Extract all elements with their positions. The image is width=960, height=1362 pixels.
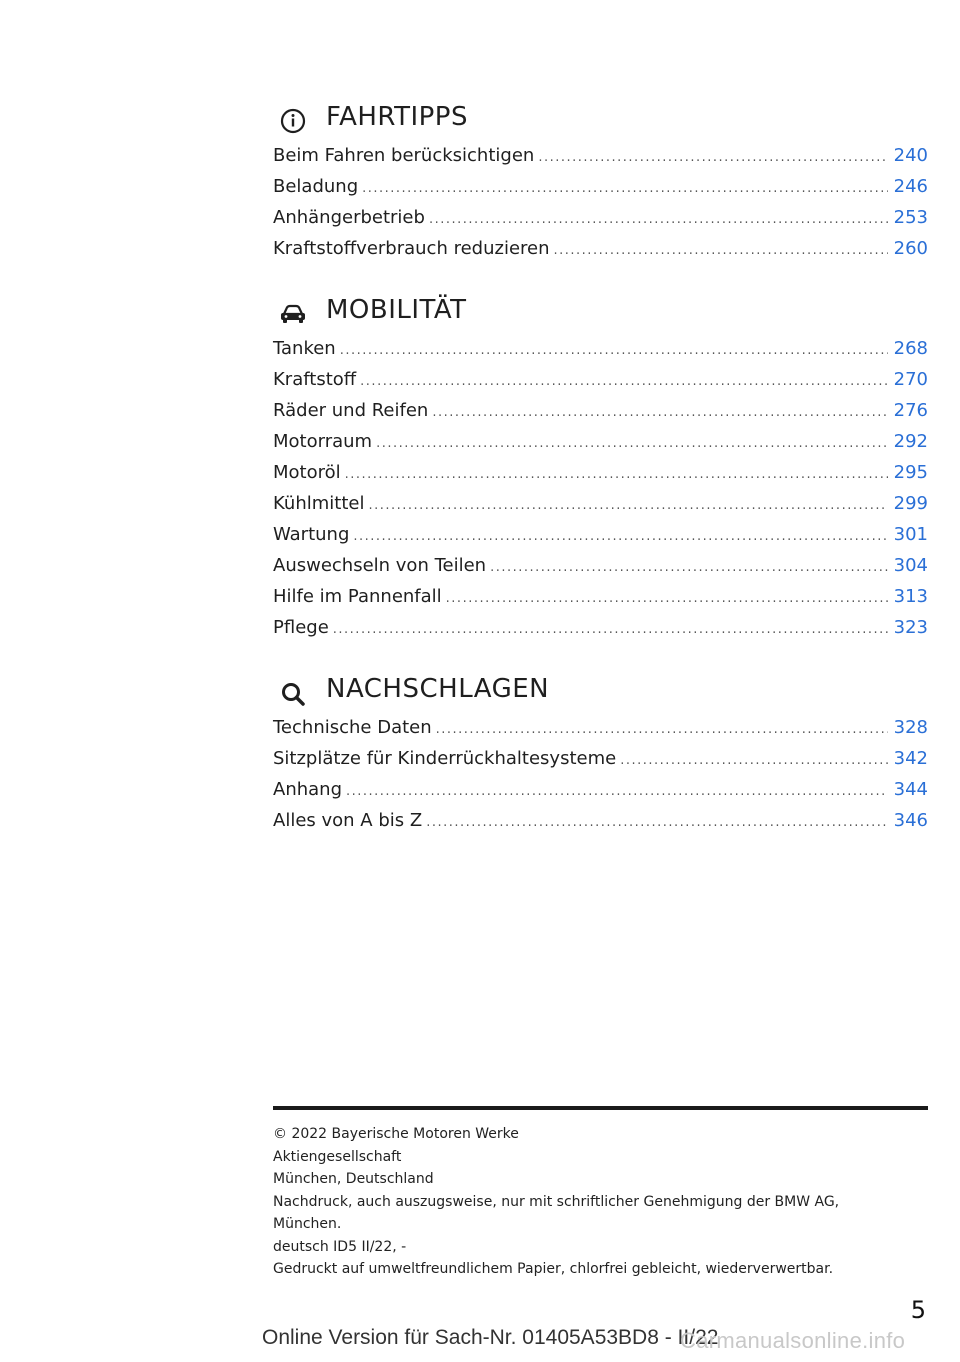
dot-leader bbox=[368, 491, 887, 521]
toc-entry-page[interactable]: 304 bbox=[893, 555, 928, 576]
toc-entry-label: Räder und Reifen bbox=[273, 400, 429, 421]
section-title: MOBILITÄT bbox=[326, 295, 467, 325]
toc-entry-label: Beim Fahren berücksichtigen bbox=[273, 145, 535, 166]
toc-entry-label: Anhängerbetrieb bbox=[273, 207, 425, 228]
toc-entry-label: Motorraum bbox=[273, 431, 373, 452]
dot-leader bbox=[360, 367, 887, 397]
search-icon bbox=[278, 676, 308, 706]
toc-entry-label: Kraftstoffverbrauch reduzieren bbox=[273, 238, 550, 259]
toc-entry[interactable] bbox=[273, 396, 928, 426]
toc-entry-label: Kühlmittel bbox=[273, 493, 365, 514]
toc-entry[interactable] bbox=[273, 172, 928, 202]
dot-leader bbox=[429, 205, 888, 235]
dot-leader bbox=[333, 615, 888, 645]
toc-entry-page[interactable]: 323 bbox=[893, 617, 928, 638]
section-fahrtipps bbox=[273, 100, 928, 259]
toc-entry-page[interactable]: 299 bbox=[893, 493, 928, 514]
toc-entry[interactable] bbox=[273, 427, 928, 457]
imprint-line: © 2022 Bayerische Motoren Werke bbox=[273, 1126, 519, 1142]
toc-entry[interactable] bbox=[273, 365, 928, 395]
toc-entry-label: Alles von A bis Z bbox=[273, 810, 423, 831]
toc-entry-label: Auswechseln von Teilen bbox=[273, 555, 487, 576]
toc-entry-label: Kraftstoff bbox=[273, 369, 357, 390]
toc-entry[interactable] bbox=[273, 334, 928, 364]
dot-leader bbox=[353, 522, 887, 552]
section-title: FAHRTIPPS bbox=[326, 102, 468, 132]
car-icon bbox=[278, 297, 308, 327]
toc-entry-label: Sitzplätze für Kinderrückhaltesysteme bbox=[273, 748, 617, 769]
toc-entry-page[interactable]: 342 bbox=[893, 748, 928, 769]
toc-entry-page[interactable]: 295 bbox=[893, 462, 928, 483]
toc-entry-page[interactable]: 344 bbox=[893, 779, 928, 800]
toc-entry[interactable] bbox=[273, 141, 928, 171]
imprint-line: München. bbox=[273, 1216, 342, 1232]
toc-entry[interactable] bbox=[273, 520, 928, 550]
imprint-line: Aktiengesellschaft bbox=[273, 1148, 402, 1165]
site-watermark: Carmanualsonline.info bbox=[680, 1328, 906, 1353]
toc-entry-page[interactable]: 270 bbox=[893, 369, 928, 390]
toc-entry-label: Technische Daten bbox=[273, 717, 432, 738]
imprint-line: Gedruckt auf umweltfreundlichem Papier, chlorfrei gebleicht, wiederverwertbar. bbox=[273, 1261, 834, 1277]
toc-entry-page[interactable]: 276 bbox=[893, 400, 928, 421]
toc-entry-label: Tanken bbox=[273, 338, 336, 359]
toc-entry-page[interactable]: 268 bbox=[893, 338, 928, 359]
section-header bbox=[273, 100, 928, 140]
footer-divider bbox=[273, 1106, 928, 1110]
page-number: 5 bbox=[910, 1296, 926, 1324]
dot-leader bbox=[346, 777, 888, 807]
dot-leader bbox=[432, 398, 887, 428]
section-title: NACHSCHLAGEN bbox=[326, 674, 550, 704]
dot-leader bbox=[345, 460, 888, 490]
section-mobilitaet bbox=[273, 293, 928, 638]
dot-leader bbox=[362, 174, 888, 204]
toc-entry-label: Wartung bbox=[273, 524, 350, 545]
dot-leader bbox=[436, 715, 888, 745]
dot-leader bbox=[426, 808, 887, 838]
dot-leader bbox=[490, 553, 888, 583]
dot-leader bbox=[620, 746, 887, 776]
section-header bbox=[273, 672, 928, 712]
toc-entry-page[interactable]: 240 bbox=[893, 145, 928, 166]
toc-entry-label: Hilfe im Pannenfall bbox=[273, 586, 442, 607]
toc-entry-page[interactable]: 313 bbox=[893, 586, 928, 607]
toc-entry-label: Pflege bbox=[273, 617, 329, 638]
toc-entry[interactable] bbox=[273, 458, 928, 488]
info-icon bbox=[278, 104, 308, 134]
toc-entry-label: Anhang bbox=[273, 779, 342, 800]
section-header bbox=[273, 293, 928, 333]
imprint-block bbox=[273, 1123, 928, 1281]
toc-entry[interactable] bbox=[273, 806, 928, 836]
toc-entry[interactable] bbox=[273, 775, 928, 805]
toc-entry[interactable] bbox=[273, 551, 928, 581]
toc-entry-page[interactable]: 328 bbox=[893, 717, 928, 738]
imprint-line: München, Deutschland bbox=[273, 1171, 434, 1187]
toc-entry[interactable] bbox=[273, 713, 928, 743]
toc-entry[interactable] bbox=[273, 489, 928, 519]
footer-online-version: Online Version für Sach-Nr. 01405A53BD8 - II/22 bbox=[262, 1326, 719, 1349]
toc-entry-page[interactable]: 292 bbox=[893, 431, 928, 452]
toc-entry[interactable] bbox=[273, 744, 928, 774]
toc-entry[interactable] bbox=[273, 203, 928, 233]
toc-entry[interactable] bbox=[273, 613, 928, 643]
toc-entry-page[interactable]: 253 bbox=[893, 207, 928, 228]
imprint-line: deutsch ID5 II/22, - bbox=[273, 1238, 407, 1255]
toc-entry-label: Motoröl bbox=[273, 462, 341, 483]
section-nachschlagen bbox=[273, 672, 928, 831]
dot-leader bbox=[340, 336, 888, 366]
imprint-line: Nachdruck, auch auszugsweise, nur mit schriftlicher Genehmigung der BMW AG, bbox=[273, 1193, 840, 1210]
dot-leader bbox=[376, 429, 888, 459]
toc-entry-page[interactable]: 346 bbox=[893, 810, 928, 831]
dot-leader bbox=[554, 236, 888, 266]
toc-entry[interactable] bbox=[273, 234, 928, 264]
dot-leader bbox=[538, 143, 887, 173]
dot-leader bbox=[446, 584, 888, 614]
toc-entry-page[interactable]: 301 bbox=[893, 524, 928, 545]
toc-entry[interactable] bbox=[273, 582, 928, 612]
toc-entry-page[interactable]: 246 bbox=[893, 176, 928, 197]
toc-entry-page[interactable]: 260 bbox=[893, 238, 928, 259]
toc-entry-label: Beladung bbox=[273, 176, 359, 197]
